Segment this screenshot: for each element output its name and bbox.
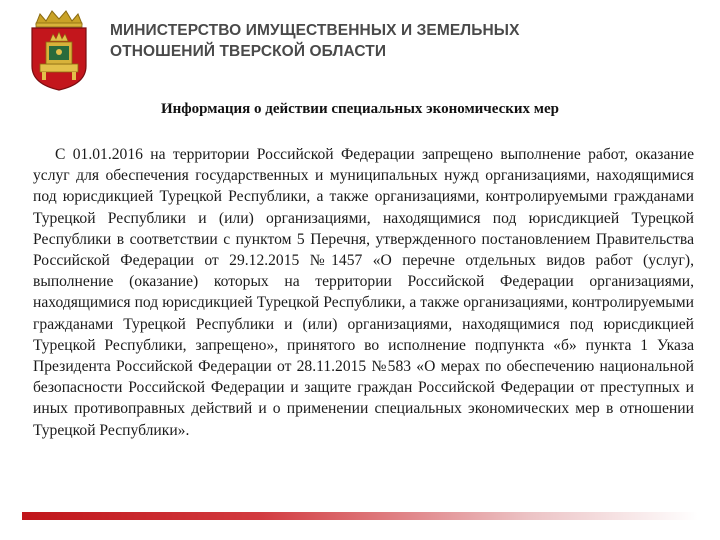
ministry-title [110, 20, 630, 62]
coat-of-arms-icon [22, 8, 96, 92]
ministry-title-line1: МИНИСТЕРСТВО ИМУЩЕСТВЕННЫХ И ЗЕМЕЛЬНЫХ [110, 22, 520, 39]
document-paragraph: С 01.01.2016 на территории Российской Федерации запрещено выполнение работ, оказание услуг для обеспечения государственных и муниципальных нужд организациями, находящимися под юрисдикцией Турецкой Республики, а также организациями, контролируемыми гражданами Турецкой Республики и (или) организациями, находящимися под юрисдикцией Турецкой Республики в соответствии с пунктом 5 Перечня, утвержденного постановлением Правительства Российской Федерации от 29.12.2015 №1457 «О перечне отдельных видов работ (услуг), выполнение (оказание) которых на территории Российской Федерации организациями, находящимися под юрисдикцией Турецкой Республики, а также организациями, контролируемыми гражданами Турецкой Республики и (или) организациями, находящимися под юрисдикцией Турецкой Республики, запрещено», принятого во исполнение подпункта «б» пункта 1 Указа Президента Российской Федерации от 28.11.2015 №583 «О мерах по обеспечению национальной безопасности Российской Федерации и защите граждан Российской Федерации от преступных и иных противоправных действий и о применении специальных экономических мер в отношении Турецкой Республики». [33, 146, 694, 439]
ministry-title-line2: ОТНОШЕНИЙ ТВЕРСКОЙ ОБЛАСТИ [110, 43, 387, 60]
page-header [0, 0, 720, 95]
footer-accent-bar [22, 512, 698, 520]
document-heading: Информация о действии специальных экономических мер [160, 101, 560, 117]
